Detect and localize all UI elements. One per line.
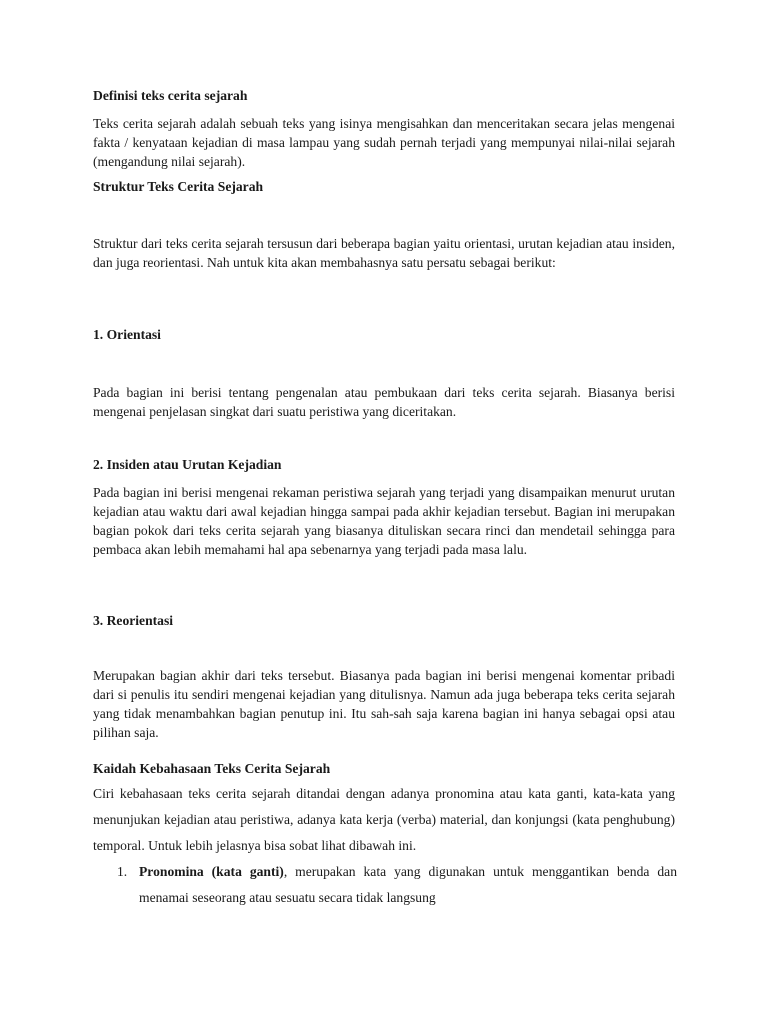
language-heading: Kaidah Kebahasaan Teks Cerita Sejarah <box>93 761 331 776</box>
structure-intro-paragraph: Struktur dari teks cerita sejarah tersusun dari beberapa bagian yaitu orientasi, urutan kejadian atau insiden, dan juga reorientasi. Nah untuk kita akan membahasnya satu persatu sebagai berikut: <box>93 236 675 270</box>
definition-heading: Definisi teks cerita sejarah <box>93 88 248 103</box>
section-insiden-paragraph: Pada bagian ini berisi mengenai rekaman peristiwa sejarah yang terjadi yang disampaikan menurut urutan kejadian atau waktu dari awal kejadian hingga sampai pada akhir kejadian tersebut. Bagian ini merupakan bagian pokok dari teks cerita sejarah yang biasanya dituliskan secara rinci dan mendetail sehingga para pembaca akan lebih memahami hal apa sebenarnya yang terjadi pada masa lalu. <box>93 485 675 557</box>
structure-heading: Struktur Teks Cerita Sejarah <box>93 179 264 194</box>
list-item-number: 1. <box>117 864 128 879</box>
language-intro-paragraph: Ciri kebahasaan teks cerita sejarah ditandai dengan adanya pronomina atau kata ganti, kata-kata yang menunjukan kejadian atau peristiwa, adanya kata kerja (verba) material, dan konjungsi (kata penghubung) temporal. Untuk lebih jelasnya bisa sobat lihat dibawah ini. <box>93 786 675 853</box>
definition-paragraph: Teks cerita sejarah adalah sebuah teks yang isinya mengisahkan dan menceritakan secara jelas mengenai fakta / kenyataan kejadian di masa lampau yang sudah pernah terjadi yang mempunyai nilai-nilai sejarah (mengandung nilai sejarah). <box>93 116 675 169</box>
section-orientasi-heading: 1. Orientasi <box>93 327 161 342</box>
list-item-term: Pronomina (kata ganti) <box>139 864 284 879</box>
section-orientasi-paragraph: Pada bagian ini berisi tentang pengenalan atau pembukaan dari teks cerita sejarah. Biasanya berisi mengenai penjelasan singkat dari suatu peristiwa yang diceritakan. <box>93 385 675 419</box>
section-reorientasi-paragraph: Merupakan bagian akhir dari teks tersebut. Biasanya pada bagian ini berisi mengenai komentar pribadi dari si penulis itu sendiri mengenai kejadian yang ditulisnya. Namun ada juga beberapa teks cerita sejarah yang tidak menambahkan bagian penutup ini. Itu sah-sah saja karena bagian ini hanya sebagai opsi atau pilihan saja. <box>93 668 675 740</box>
list-item-description: , merupakan kata yang digunakan untuk menggantikan benda dan menamai seseorang atau sesuatu secara tidak langsung <box>139 864 677 905</box>
list-item <box>117 859 677 911</box>
section-reorientasi-heading: 3. Reorientasi <box>93 613 174 628</box>
section-insiden-heading: 2. Insiden atau Urutan Kejadian <box>93 457 282 472</box>
list-item-text <box>139 859 677 911</box>
